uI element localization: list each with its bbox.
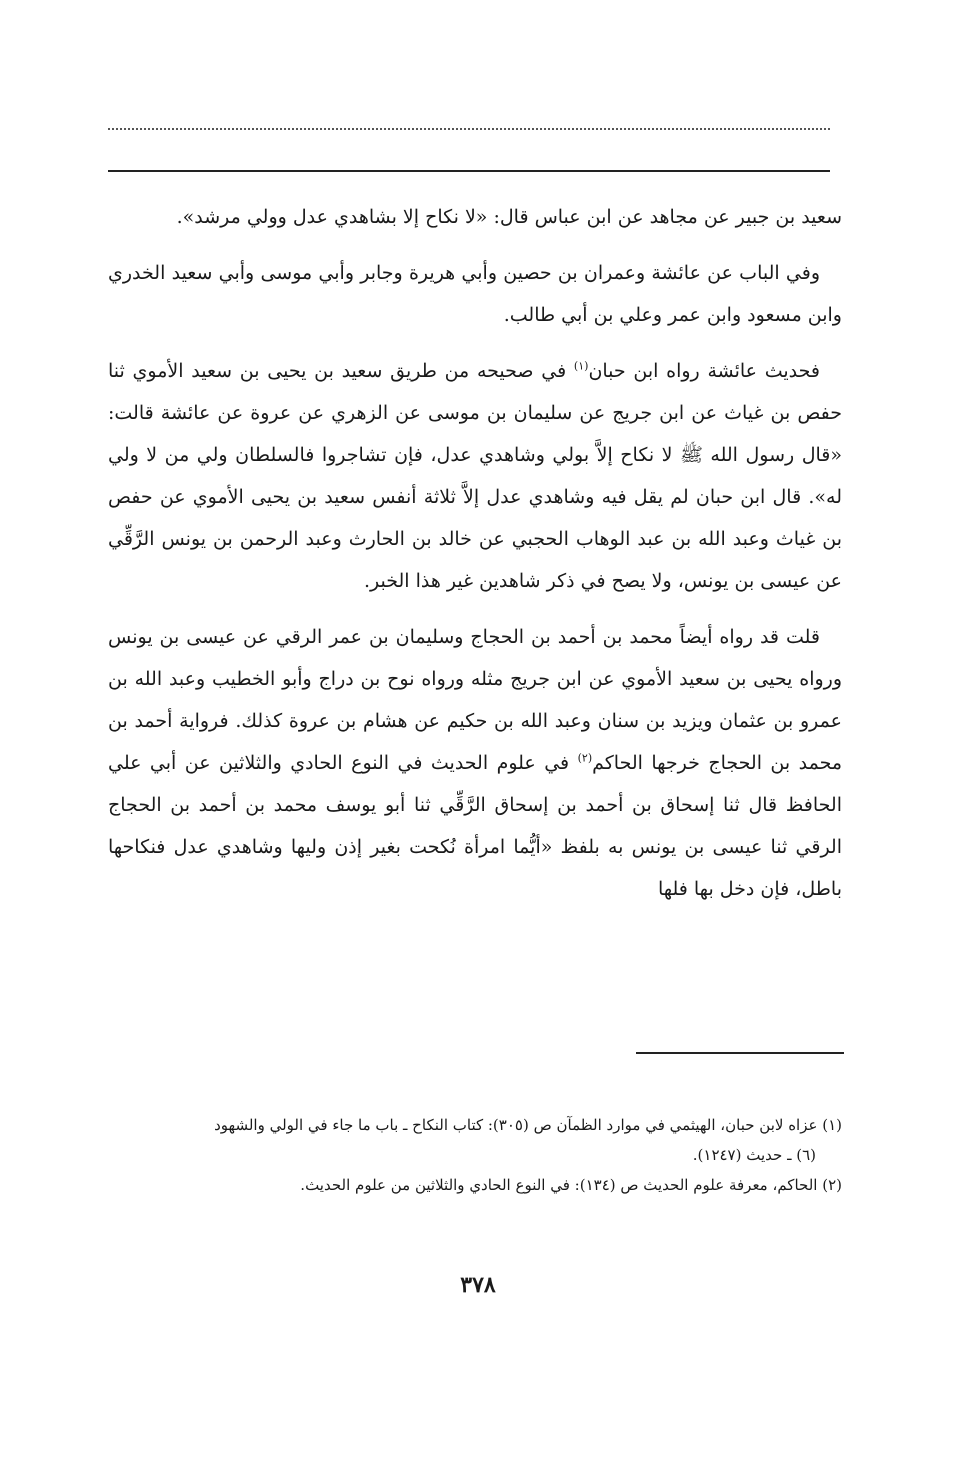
footnotes [108, 1110, 842, 1200]
main-text [108, 196, 842, 924]
footnote-1-continuation: (٦) ـ حديث (١٢٤٧). [692, 1146, 816, 1164]
paragraph-3 [108, 350, 842, 602]
footnote-1: (١) عزاه لابن حبان، الهيثمي في موارد الظمآن ص (٣٠٥): كتاب النكاح ـ باب ما جاء في الولي والشهود [214, 1116, 842, 1134]
footnote-separator [636, 1052, 844, 1054]
paragraph-3-start: فحديث عائشة رواه ابن حبان [588, 360, 821, 382]
footnote-ref-1[interactable]: (١) [573, 359, 589, 373]
page-number: ٣٧٨ [460, 1272, 496, 1298]
header-rule [108, 170, 830, 172]
paragraph-1: سعيد بن جبير عن مجاهد عن ابن عباس قال: «لا نكاح إلا بشاهدي عدل وولي مرشد». [176, 206, 842, 228]
paragraph-4-start: قلت قد رواه أيضاً محمد بن أحمد بن الحجاج وسليمان بن عمر الرقي عن عيسى بن يونس ورواه يحيى بن سعيد الأموي عن ابن جريج مثله ورواه نوح بن دراج وأبو الخطيب وعبد الله بن عمرو بن عثمان ويزيد بن سنان وعبد الله بن حكيم عن هشام بن عروة كذلك. فرواية أحمد بن محمد بن الحجاج خرجها الحاكم [108, 626, 843, 774]
paragraph-4-rest: في علوم الحديث في النوع الحادي والثلاثين عن أبي علي الحافظ قال ثنا إسحاق بن أحمد بن إسحاق الرَّقِّي ثنا أبو يوسف محمد بن أحمد بن الحجاج الرقي ثنا عيسى بن يونس به بلفظ «أيُّما امرأة نُكحت بغير إذن وليها وشاهدي عدل فنكاحها باطل، فإن دخل بها فلها [108, 752, 842, 900]
header-dotted-rule [108, 128, 830, 130]
paragraph-3-rest: في صحيحه من طريق سعيد بن يحيى بن سعيد الأموي ثنا حفص بن غياث عن ابن جريج عن سليمان بن موسى عن الزهري عن عروة عن عائشة قالت: «قال رسول الله ﷺ لا نكاح إلاَّ بولي وشاهدي عدل، فإن تشاجروا فالسلطان ولي من لا ولي له». قال ابن حبان لم يقل فيه وشاهدي عدل إلاَّ ثلاثة أنفس سعيد بن يحيى الأموي عن حفص بن غياث وعبد الله بن عبد الوهاب الحجبي عن خالد بن الحارث وعبد الرحمن بن يونس الرَّقِّي عن عيسى بن يونس، ولا يصح في ذكر شاهدين غير هذا الخبر. [108, 360, 842, 592]
footnote-ref-2[interactable]: (٢) [577, 751, 593, 765]
paragraph-2: وفي الباب عن عائشة وعمران بن حصين وأبي هريرة وجابر وأبي موسى وأبي سعيد الخدري وابن مسعود وابن عمر وعلي بن أبي طالب. [108, 262, 842, 326]
paragraph-4 [108, 616, 842, 910]
footnote-2: (٢) الحاكم، معرفة علوم الحديث ص (١٣٤): في النوع الحادي والثلاثين من علوم الحديث. [300, 1176, 842, 1194]
